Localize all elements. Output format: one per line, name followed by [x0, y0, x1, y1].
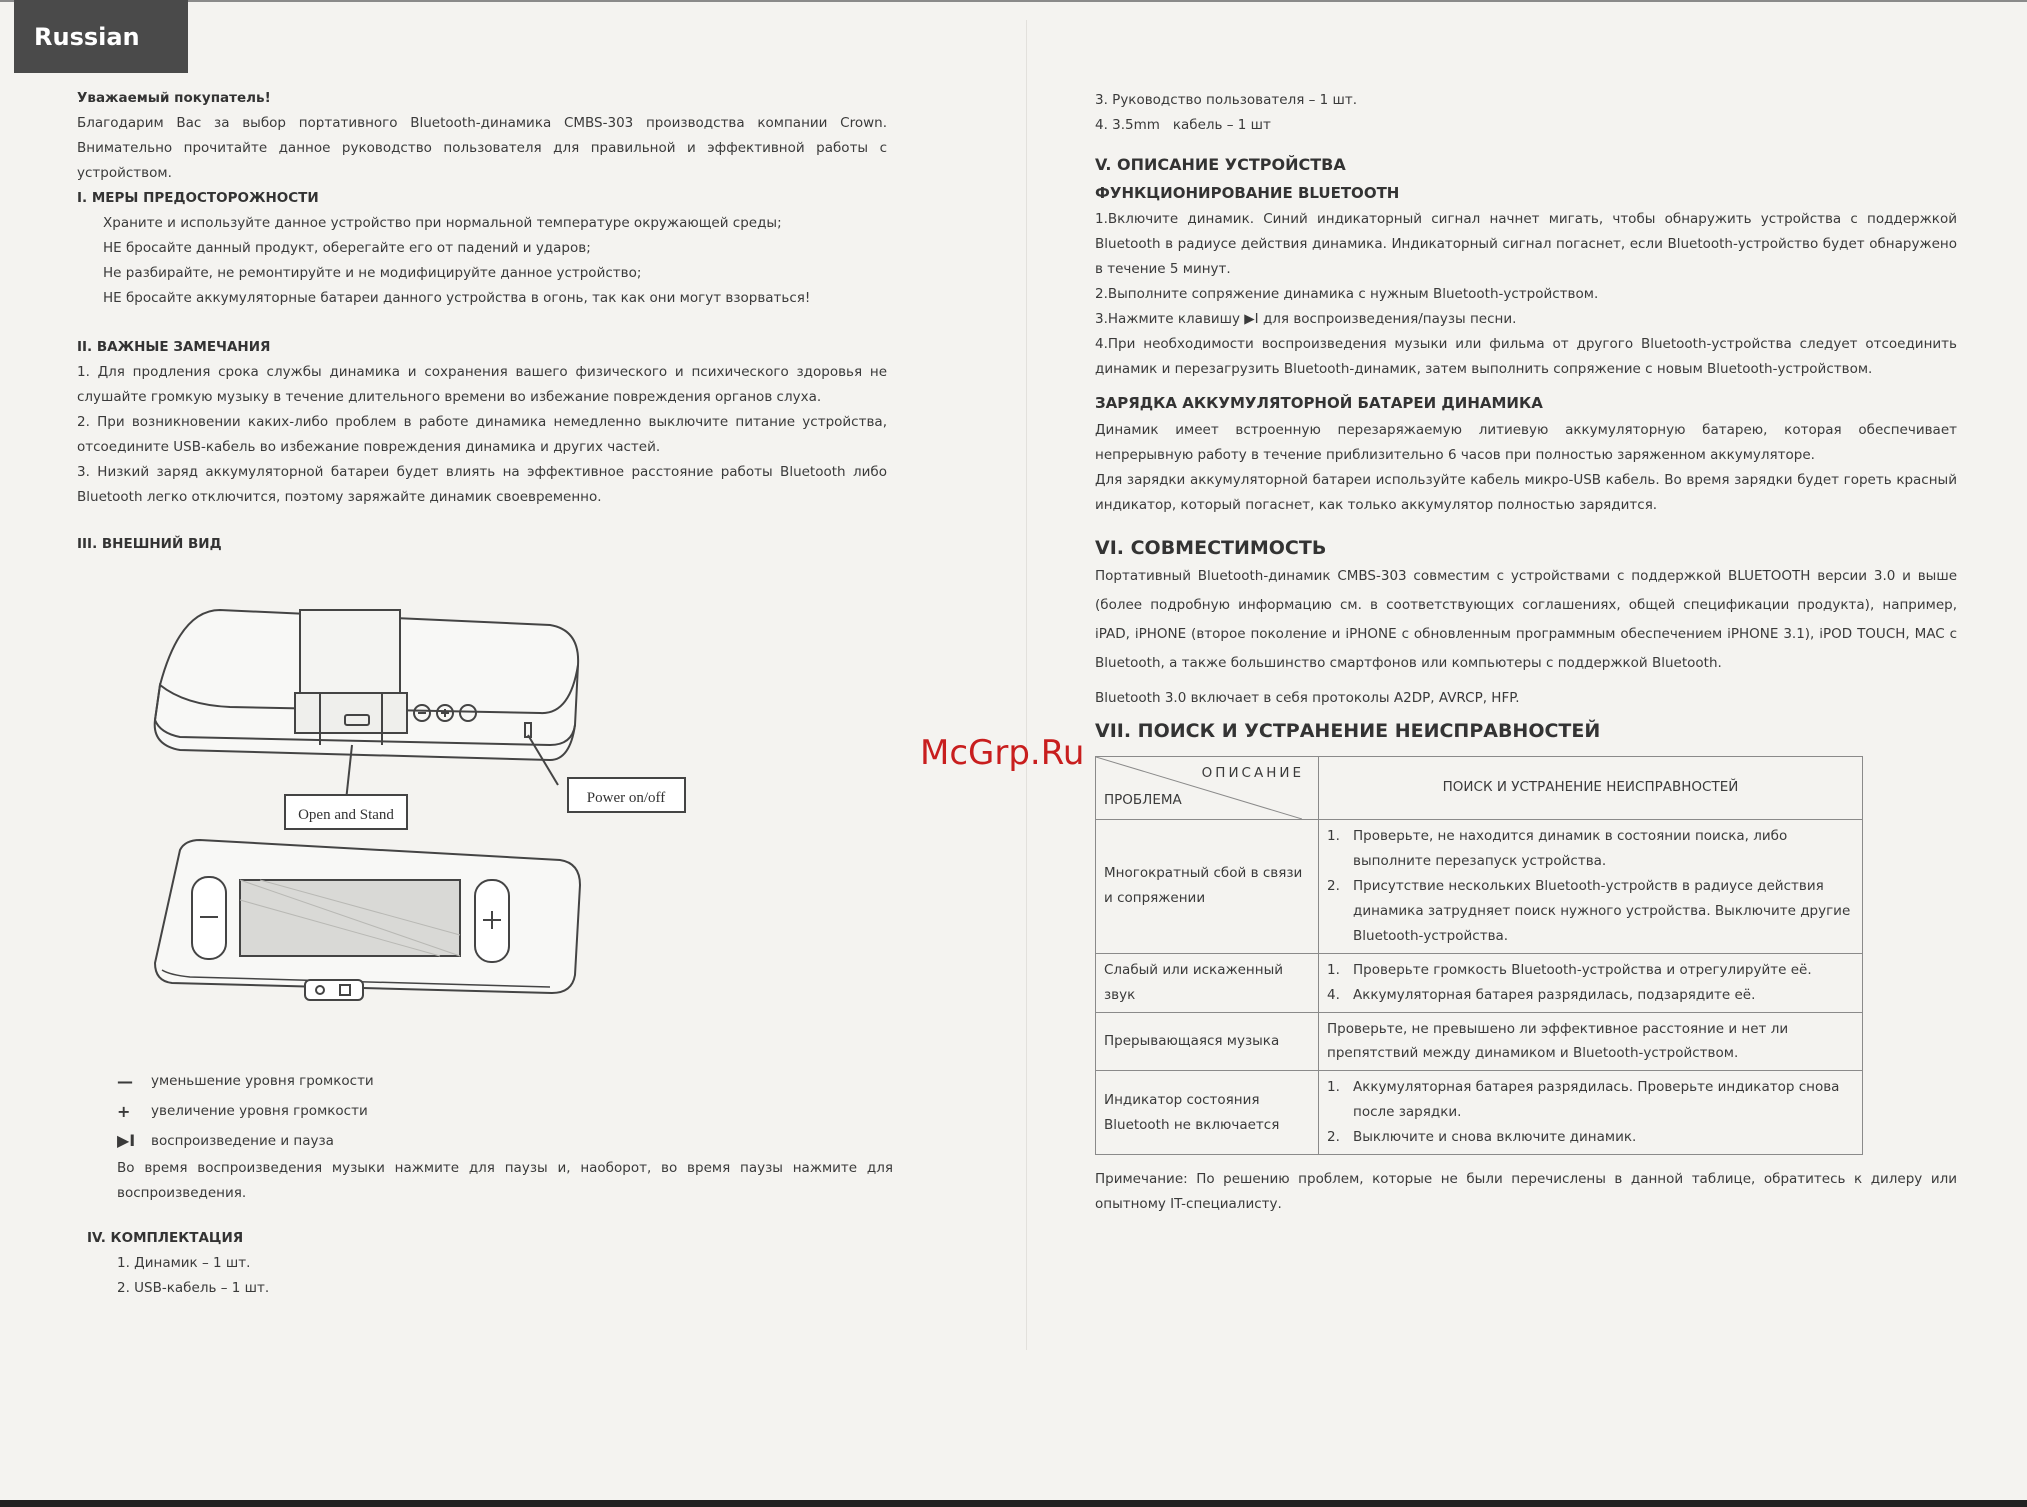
section-7-title: VII. ПОИСК И УСТРАНЕНИЕ НЕИСПРАВНОСТЕЙ [1095, 720, 1601, 743]
solution-cell [1319, 1071, 1863, 1155]
list-item: НЕ бросайте данный продукт, оберегайте его от падений и ударов; [103, 239, 591, 256]
section-6-title: VI. СОВМЕСТИМОСТЬ [1095, 536, 1327, 559]
list-item: 2. Выключите и снова включите динамик. [1327, 1129, 1637, 1146]
list-item: 1. Для продления срока службы динамика и сохранения вашего физического и психического здоровья не слушайте громкую музыку в течение длительного времени во избежание повреждения органов слуха. [77, 363, 887, 405]
list-item: 4. Аккумуляторная батарея разрядилась, подзарядите её. [1327, 986, 1756, 1003]
list-item: 4. 3.5mm кабель – 1 шт [1095, 116, 1271, 133]
list-item: 3. Низкий заряд аккумуляторной батареи будет влиять на эффективное расстояние работы Bluetooth либо Bluetooth легко отключится, поэтому заряжайте динамик своевременно. [77, 463, 887, 505]
charge-text: Динамик имеет встроенную перезаряжаемую литиевую аккумуляторную батарею, которая обеспечивает непрерывную работу в течение приблизительно 6 часов при полностью заряженном аккумуляторе. [1095, 421, 1957, 463]
solution-cell [1319, 953, 1863, 1012]
table-header-cell [1096, 756, 1319, 819]
list-item: 2. Присутствие нескольких Bluetooth-устройств в радиусе действия динамика затрудняет поиск нужного устройства. Выключите другие Bluetooth-устройства. [1327, 877, 1851, 944]
list-item: 1.Включите динамик. Синий индикаторный сигнал начнет мигать, чтобы обнаружить устройства с поддержкой Bluetooth в радиусе действия динамика. Индикаторный сигнал погаснет, если Bluetooth-устройство будет обнаружено в течение 5 минут. [1095, 211, 1957, 278]
play-pause-icon: ▶I [117, 1131, 136, 1151]
left-column-top [77, 86, 887, 556]
list-item: 2.Выполните сопряжение динамика с нужным Bluetooth-устройством. [1095, 286, 1599, 303]
list-item: НЕ бросайте аккумуляторные батареи данного устройства в огонь, так как они могут взорваться! [103, 289, 811, 306]
legend-text: уменьшение уровня громкости [151, 1073, 374, 1090]
watermark: McGrp.Ru [920, 733, 1085, 773]
section-5-title: V. ОПИСАНИЕ УСТРОЙСТВА [1095, 154, 1346, 174]
list-item: 2. При возникновении каких-либо проблем в работе динамика немедленно выключите питание устройства, отсоедините USB-кабель во избежание повреждения динамика и других частей. [77, 413, 887, 455]
problem-cell: Слабый или искаженный звук [1096, 953, 1319, 1012]
charge-text: Для зарядки аккумуляторной батареи используйте кабель микро-USB кабель. Во время зарядки будет гореть красный индикатор, который погаснет, как только аккумулятор полностью зарядится. [1095, 471, 1957, 513]
device-illustration [140, 595, 700, 1045]
list-item: 1. Аккумуляторная батарея разрядилась. Проверьте индикатор снова после зарядки. [1327, 1079, 1840, 1121]
section-3-title: III. ВНЕШНИЙ ВИД [77, 535, 222, 552]
legend-note: Во время воспроизведения музыки нажмите для паузы и, наоборот, во время паузы нажмите для воспроизведения. [117, 1159, 893, 1201]
solution-cell: Проверьте, не превышено ли эффективное расстояние и нет ли препятствий между динамиком и Bluetooth-устройством. [1319, 1012, 1863, 1071]
legend-text: увеличение уровня громкости [151, 1102, 368, 1119]
legend-volume-up [117, 1097, 893, 1127]
problem-cell: Индикатор состояния Bluetooth не включается [1096, 1071, 1319, 1155]
troubleshooting-table [1095, 756, 1863, 1156]
top-rule [0, 0, 2027, 2]
compat-protocols: Bluetooth 3.0 включает в себя протоколы A2DP, AVRCP, HFP. [1095, 690, 1520, 707]
list-item: 3. Руководство пользователя – 1 шт. [1095, 92, 1358, 108]
legend-volume-down [117, 1067, 893, 1097]
callout-power: Power on/off [586, 790, 666, 806]
intro-text: Благодарим Вас за выбор портативного Bluetooth-динамика CMBS-303 производства компании Crown. Внимательно прочитайте данное руководство пользователя для правильной и эффективной работы с устройством. [77, 114, 887, 181]
compat-text: Портативный Bluetooth-динамик CMBS-303 совместим с устройствами с поддержкой BLUETOOTH версии 3.0 и выше (более подробную информацию см. в соответствующих соглашениях, общей спецификации продукта), например, iPAD, iPHONE (второе поколение и iPHONE с обновленным программным обеспечением iPHONE 3.1), iPOD TOUCH, MAC с Bluetooth, а также большинство смартфонов или компьютеры с поддержкой Bluetooth. [1095, 568, 1957, 672]
right-column [1095, 88, 1957, 1217]
header-description: ОПИСАНИЕ [1201, 764, 1304, 781]
bottom-band [0, 1500, 2027, 1507]
list-item: 1. Проверьте громкость Bluetooth-устройства и отрегулируйте её. [1327, 961, 1812, 978]
section-4-title: IV. КОМПЛЕКТАЦИЯ [87, 1229, 244, 1246]
section-1-title: I. МЕРЫ ПРЕДОСТОРОЖНОСТИ [77, 189, 319, 206]
legend-play-pause [117, 1126, 893, 1156]
section-2-title: II. ВАЖНЫЕ ЗАМЕЧАНИЯ [77, 338, 271, 355]
precautions-list [77, 211, 887, 311]
list-item: Не разбирайте, не ремонтируйте и не модифицируйте данное устройство; [103, 264, 642, 281]
problem-cell: Прерывающаяся музыка [1096, 1012, 1319, 1071]
left-column-bottom [87, 1067, 893, 1301]
table-row [1096, 1012, 1863, 1071]
list-item: Храните и используйте данное устройство при нормальной температуре окружающей среды; [103, 214, 782, 231]
list-item: 4.При необходимости воспроизведения музыки или фильма от другого Bluetooth-устройства следует отсоединить динамик и перезагрузить Bluetooth-динамик, затем выполнить сопряжение с новым Bluetooth-устройством. [1095, 336, 1957, 378]
list-item: 1. Динамик – 1 шт. [117, 1254, 251, 1271]
table-row [1096, 1071, 1863, 1155]
list-item: 1. Проверьте, не находится динамик в состоянии поиска, либо выполните перезапуск устройства. [1327, 827, 1788, 869]
table-row [1096, 953, 1863, 1012]
bluetooth-subtitle: ФУНКЦИОНИРОВАНИЕ BLUETOOTH [1095, 183, 1400, 202]
problem-cell: Многократный сбой в связи и сопряжении [1096, 819, 1319, 953]
minus-icon: — [117, 1072, 133, 1091]
charge-subtitle: ЗАРЯДКА АККУМУЛЯТОРНОЙ БАТАРЕИ ДИНАМИКА [1095, 394, 1543, 413]
greeting: Уважаемый покупатель! [77, 90, 271, 106]
legend-text: воспроизведение и пауза [151, 1132, 334, 1149]
plus-icon: + [117, 1101, 131, 1121]
solution-cell [1319, 819, 1863, 953]
language-tag: Russian [14, 0, 188, 73]
table-row [1096, 819, 1863, 953]
list-item: 2. USB-кабель – 1 шт. [117, 1279, 270, 1296]
header-problem: ПРОБЛЕМА [1104, 791, 1182, 808]
table-header-row [1096, 756, 1863, 819]
page-divider [1026, 20, 1027, 1350]
callout-open-stand: Open and Stand [298, 807, 394, 823]
table-note: Примечание: По решению проблем, которые не были перечислены в данной таблице, обратитесь к дилеру или опытному IT-специалисту. [1095, 1171, 1957, 1213]
table-header-cell: ПОИСК И УСТРАНЕНИЕ НЕИСПРАВНОСТЕЙ [1319, 756, 1863, 819]
list-item: 3.Нажмите клавишу ▶I для воспроизведения/паузы песни. [1095, 311, 1517, 328]
